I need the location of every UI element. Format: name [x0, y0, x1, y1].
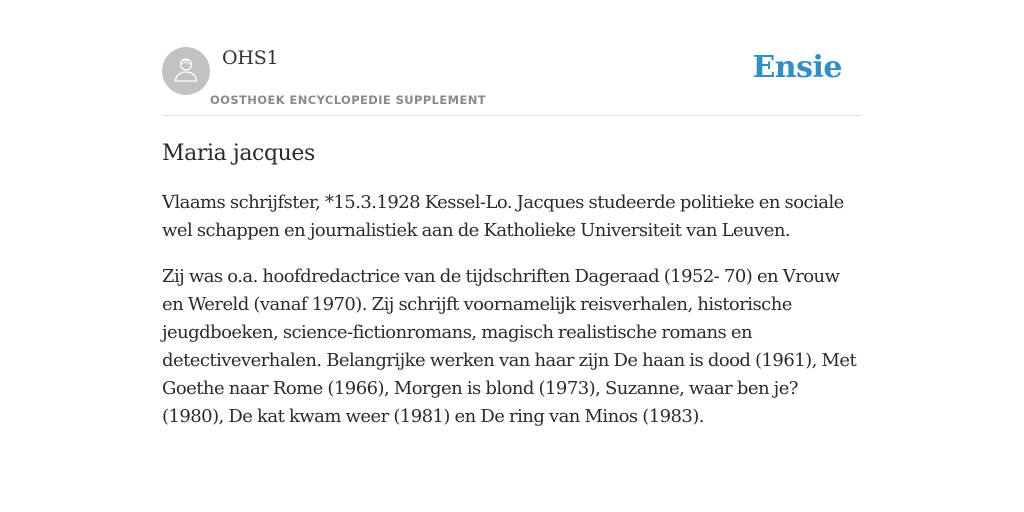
author-name[interactable]: OHS1: [222, 47, 279, 69]
article-title: Maria jacques: [162, 141, 315, 166]
article-body: [162, 139, 862, 449]
ensie-logo[interactable]: Ensie: [752, 50, 842, 85]
article-paragraph: Vlaams schrijfster, *15.3.1928 Kessel-Lo. Jacques studeerde politieke en sociale wel schappen en journalistiek aan de Katholieke Universiteit van Leuven.: [162, 192, 844, 241]
source-label[interactable]: OOSTHOEK ENCYCLOPEDIE SUPPLEMENT: [210, 93, 487, 107]
user-icon: [171, 54, 201, 88]
article-header: [162, 40, 862, 116]
author-avatar[interactable]: [162, 47, 210, 95]
article-paragraph: Zij was o.a. hoofdredactrice van de tijdschriften Dageraad (1952- 70) en Vrouw en Wereld (vanaf 1970). Zij schrijft voornamelijk reisverhalen, historische jeugdboeken, science-fictionromans, magisch realistische romans en detectiveverhalen. Belangrijke werken van haar zijn De haan is dood (1961), Met Goethe naar Rome (1966), Morgen is blond (1973), Suzanne, waar ben je? (1980), De kat kwam weer (1981) en De ring van Minos (1983).: [162, 266, 857, 427]
